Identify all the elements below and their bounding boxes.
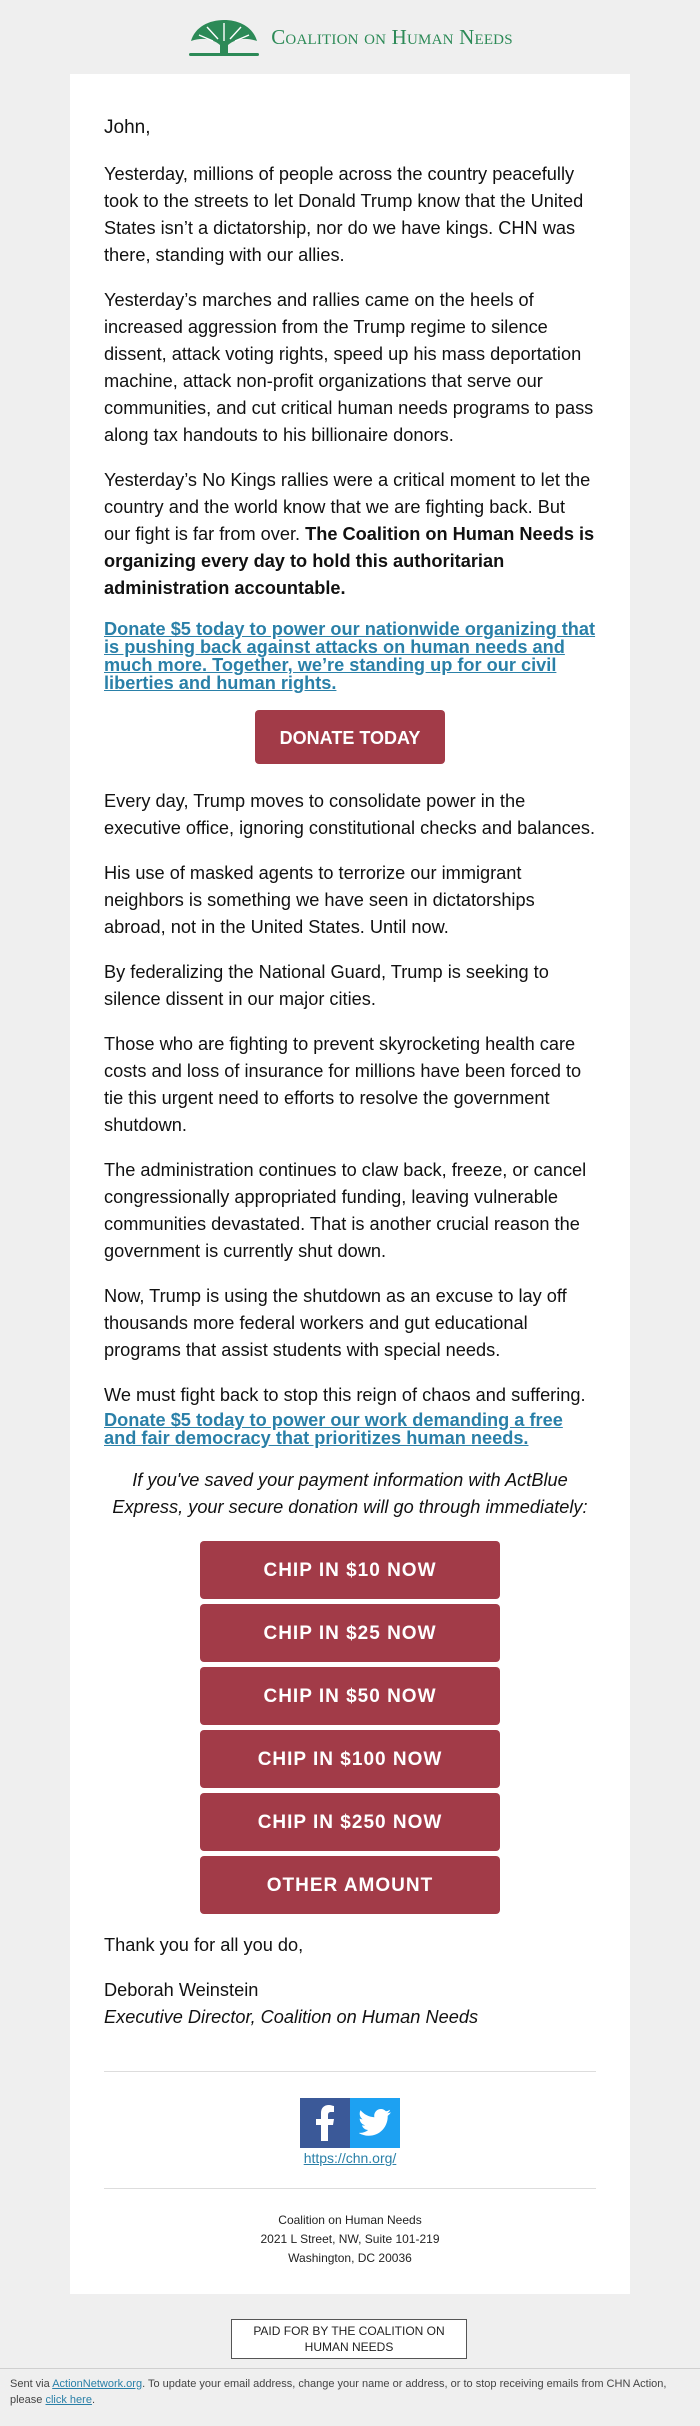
footer-text: . — [91, 2394, 96, 2406]
email-header — [0, 0, 700, 74]
paragraph-2: Yesterday’s marches and rallies came on the heels of increased aggression from the Trump regime to silence dissent, attack voting rights, speed up his mass deportation machine, attack non-profit organizations that serve our communities, and cut critical human needs programs to pass along tax handouts to his billionaire donors. — [104, 290, 594, 445]
social-links — [104, 2098, 596, 2148]
footer-text: Sent via — [10, 2378, 53, 2390]
chip-in-250-button[interactable]: CHIP IN $250 NOW — [200, 1793, 500, 1851]
chip-in-100-button[interactable]: CHIP IN $100 NOW — [200, 1730, 500, 1788]
donate-today-button[interactable]: DONATE TODAY — [255, 710, 445, 764]
divider — [104, 2188, 596, 2189]
address-line: Coalition on Human Needs — [278, 2213, 422, 2227]
website-link[interactable]: https://chn.org/ — [303, 2150, 397, 2166]
chip-in-25-button[interactable]: CHIP IN $25 NOW — [200, 1604, 500, 1662]
signer-title: Executive Director, Coalition on Human Needs — [104, 2007, 479, 2027]
paragraph-6: By federalizing the National Guard, Trump is seeking to silence dissent in our major cities. — [104, 962, 549, 1009]
org-name: Coalition on Human Needs — [271, 24, 513, 49]
chip-in-50-button[interactable]: CHIP IN $50 NOW — [200, 1667, 500, 1725]
unsubscribe-link[interactable]: click here — [45, 2394, 92, 2406]
email-footer — [0, 2368, 700, 2426]
donate-link-1[interactable]: Donate $5 today to power our nationwide organizing that is pushing back against attacks on human needs and much more. Together, we’re standing up for our civil liberties and human rights. — [104, 619, 596, 693]
org-logo[interactable] — [187, 17, 513, 57]
signer-name: Deborah Weinstein — [104, 1980, 259, 2000]
action-network-link[interactable]: ActionNetwork.org — [52, 2378, 143, 2390]
donate-link-2[interactable]: Donate $5 today to power our work demanding a free and fair democracy that prioritizes human needs. — [104, 1410, 563, 1448]
chip-in-10-button[interactable]: CHIP IN $10 NOW — [200, 1541, 500, 1599]
paragraph-10: We must fight back to stop this reign of chaos and suffering. — [104, 1385, 586, 1405]
actblue-note: If you've saved your payment information with ActBlue Express, your secure donation will go through immediately: — [112, 1470, 588, 1517]
paragraph-5: His use of masked agents to terrorize our immigrant neighbors is something we have seen in dictatorships abroad, not in the United States. Until now. — [104, 863, 535, 937]
address-line: 2021 L Street, NW, Suite 101-219 — [260, 2232, 440, 2246]
paragraph-3-bold: The Coalition on Human Needs is organizing every day to hold this authoritarian administration accountable. — [104, 524, 595, 598]
greeting: John, — [104, 117, 151, 138]
paragraph-7: Those who are fighting to prevent skyrocketing health care costs and loss of insurance for millions have been forced to tie this urgent need to efforts to resolve the government shutdown. — [104, 1034, 582, 1135]
chip-in-buttons — [104, 1541, 596, 1914]
paragraph-8: The administration continues to claw back, freeze, or cancel congressionally appropriated funding, leaving vulnerable communities devastated. That is another crucial reason the government is currently shut down. — [104, 1160, 587, 1261]
other-amount-button[interactable]: OTHER AMOUNT — [200, 1856, 500, 1914]
paragraph-9: Now, Trump is using the shutdown as an excuse to lay off thousands more federal workers and gut educational programs that assist students with special needs. — [104, 1286, 567, 1360]
paid-for-disclaimer: PAID FOR BY THE COALITION ON HUMAN NEEDS — [231, 2319, 467, 2359]
postal-address — [104, 2211, 596, 2268]
tree-logo-icon — [187, 17, 261, 57]
email-body — [70, 74, 630, 2294]
address-line: Washington, DC 20036 — [288, 2251, 412, 2265]
paragraph-4: Every day, Trump moves to consolidate power in the executive office, ignoring constitutional checks and balances. — [104, 791, 596, 838]
closing: Thank you for all you do, — [104, 1935, 304, 1955]
twitter-icon[interactable] — [350, 2098, 400, 2148]
paragraph-1: Yesterday, millions of people across the country peacefully took to the streets to let Donald Trump know that the United States isn’t a dictatorship, nor do we have kings. CHN was there, standing with our allies. — [104, 164, 584, 265]
divider — [104, 2071, 596, 2072]
paragraph-3-text: Yesterday’s No Kings rallies were a critical moment to let the country and the world know that we are fighting back. But our fight is far from over. — [104, 470, 591, 544]
paragraph-3 — [104, 467, 596, 602]
facebook-icon[interactable] — [300, 2098, 350, 2148]
footer-text: . To update your email address, change your name or address, or to stop receiving emails from CHN Action, please — [10, 2378, 667, 2406]
